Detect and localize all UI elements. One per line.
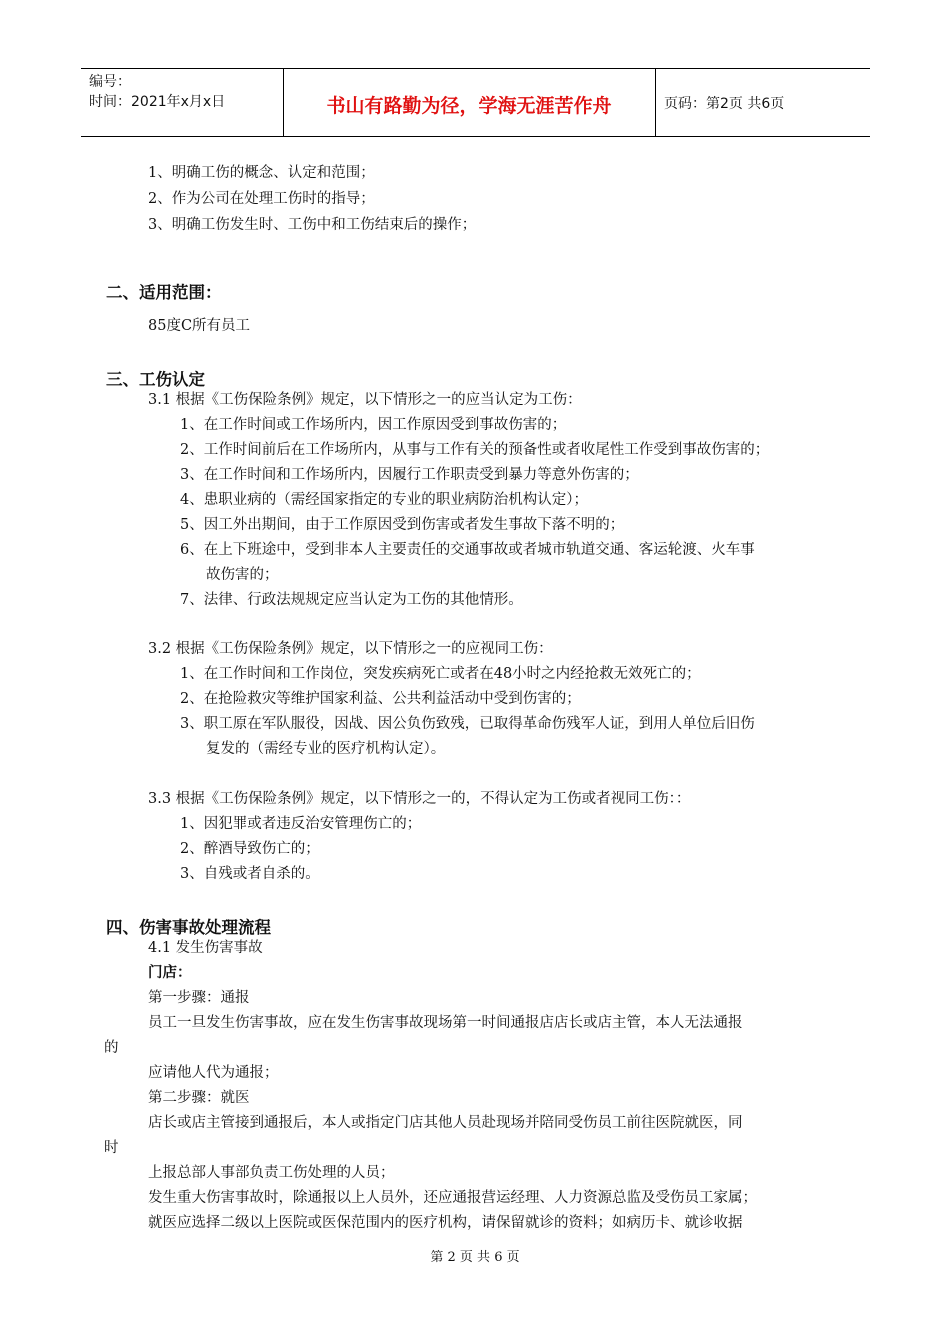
list-item: 6、在上下班途中，受到非本人主要责任的交通事故或者城市轨道交通、客运轮渡、火车事 (180, 542, 755, 558)
purpose-item: 2、作为公司在处理工伤时的指导； (148, 191, 375, 207)
process-line: 发生重大伤害事故时，除通报以上人员外，还应通报营运经理、人力资源总监及受伤员工家属； (148, 1190, 757, 1206)
document-header (81, 68, 870, 137)
header-motto: 书山有路勤为径，学海无涯苦作舟 (326, 95, 612, 117)
list-item-continuation: 故伤害的； (206, 567, 279, 583)
purpose-item: 1、明确工伤的概念、认定和范围； (148, 165, 375, 181)
store-label: 门店： (148, 965, 192, 981)
process-line: 就医应选择二级以上医院或医保范围内的医疗机构，请保留就诊的资料；如病历卡、就诊收据 (148, 1215, 743, 1231)
header-motto-cell (283, 69, 656, 136)
list-item: 2、醉酒导致伤亡的； (180, 841, 320, 857)
page-footer: 第 2 页 共 6 页 (430, 1250, 520, 1265)
clause-3-2-intro: 3.2 根据《工伤保险条例》规定，以下情形之一的应视同工伤： (148, 641, 553, 657)
header-page-info: 页码：第2页 共6页 (664, 96, 785, 112)
list-item: 2、在抢险救灾等维护国家利益、公共利益活动中受到伤害的； (180, 691, 581, 707)
list-item: 1、因犯罪或者违反治安管理伤亡的； (180, 816, 422, 832)
purpose-item: 3、明确工伤发生时、工伤中和工伤结束后的操作； (148, 217, 477, 233)
header-page-cell (656, 69, 870, 136)
list-item: 5、因工外出期间，由于工作原因受到伤害或者发生事故下落不明的； (180, 517, 625, 533)
list-item: 3、在工作时间和工作场所内，因履行工作职责受到暴力等意外伤害的； (180, 467, 639, 483)
process-line-wrap: 时 (104, 1140, 119, 1156)
list-item: 1、在工作时间或工作场所内，因工作原因受到事故伤害的； (180, 417, 567, 433)
process-line: 应请他人代为通报； (148, 1065, 279, 1081)
doc-date: 时间：2021年x月x日 (89, 94, 226, 110)
process-line: 上报总部人事部负责工伤处理的人员； (148, 1165, 395, 1181)
list-item-continuation: 复发的（需经专业的医疗机构认定）。 (206, 741, 446, 757)
section-title-recognition: 三、工伤认定 (106, 370, 205, 389)
section-title-scope: 二、适用范围： (106, 283, 222, 302)
process-line: 员工一旦发生伤害事故，应在发生伤害事故现场第一时间通报店店长或店主管，本人无法通报 (148, 1015, 743, 1031)
list-item: 3、自残或者自杀的。 (180, 866, 320, 882)
process-line: 第一步骤：通报 (148, 990, 250, 1006)
process-line-wrap: 的 (104, 1040, 119, 1056)
list-item: 4、患职业病的（需经国家指定的专业的职业病防治机构认定）； (180, 492, 588, 508)
process-line: 店长或店主管接到通报后，本人或指定门店其他人员赴现场并陪同受伤员工前往医院就医，同 (148, 1115, 743, 1131)
section-title-process: 四、伤害事故处理流程 (106, 918, 271, 937)
list-item: 2、工作时间前后在工作场所内，从事与工作有关的预备性或者收尾性工作受到事故伤害的； (180, 442, 770, 458)
list-item: 3、职工原在军队服役，因战、因公负伤致残，已取得革命伤残军人证，到用人单位后旧伤 (180, 716, 755, 732)
clause-3-1-intro: 3.1 根据《工伤保险条例》规定，以下情形之一的应当认定为工伤： (148, 392, 582, 408)
subsection-title: 4.1 发生伤害事故 (148, 940, 263, 956)
doc-number-label: 编号： (89, 74, 131, 90)
clause-3-3-intro: 3.3 根据《工伤保险条例》规定，以下情形之一的，不得认定为工伤或者视同工伤：： (148, 791, 691, 807)
scope-body: 85度C所有员工 (148, 318, 251, 334)
process-line: 第二步骤：就医 (148, 1090, 250, 1106)
list-item: 7、法律、行政法规规定应当认定为工伤的其他情形。 (180, 592, 523, 608)
header-meta-cell (81, 69, 284, 136)
list-item: 1、在工作时间和工作岗位，突发疾病死亡或者在48小时之内经抢救无效死亡的； (180, 666, 701, 682)
